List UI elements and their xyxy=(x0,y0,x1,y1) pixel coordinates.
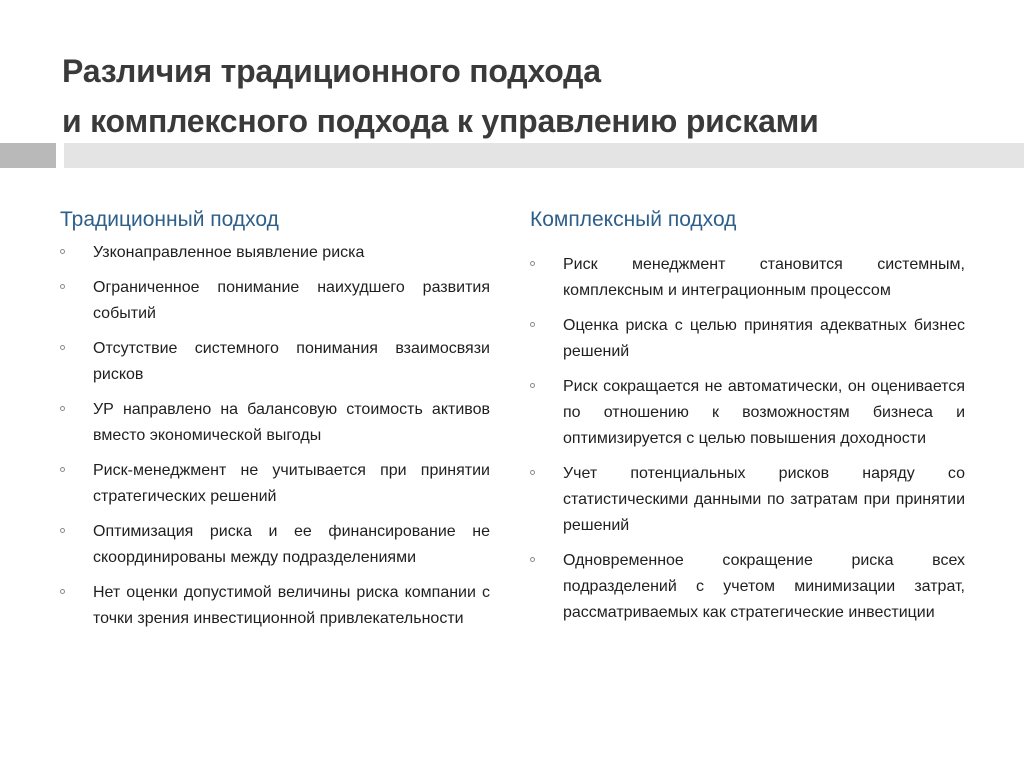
list-item-text: Одновременное сокращение риска всех подразделений с учетом минимизации затрат, рассматриваемых как стратегические инвестиции xyxy=(563,552,965,621)
list-item xyxy=(530,313,965,365)
list-item-text: Риск сокращается не автоматически, он оценивается по отношению к возможностям бизнеса и оптимизируется с целью повышения доходности xyxy=(563,378,965,447)
bullet-circle-icon xyxy=(60,467,65,472)
list-item xyxy=(530,461,965,539)
list-item-text: Риск-менеджмент не учитывается при принятии стратегических решений xyxy=(93,462,490,505)
list-item xyxy=(60,519,490,571)
title-line-2: и комплексного подхода к управлению рисками xyxy=(62,103,819,139)
title-line-1: Различия традиционного подхода xyxy=(62,53,601,89)
list-item-text: Ограниченное понимание наихудшего развития событий xyxy=(93,279,490,322)
list-item xyxy=(60,336,490,388)
title-divider-bar xyxy=(64,143,1024,168)
list-item-text: Учет потенциальных рисков наряду со статистическими данными по затратам при принятии решений xyxy=(563,465,965,534)
list-item xyxy=(530,252,965,304)
list-item xyxy=(530,548,965,626)
traditional-approach-list xyxy=(60,240,490,632)
bullet-circle-icon xyxy=(60,345,65,350)
list-item xyxy=(60,458,490,510)
list-item-text: Отсутствие системного понимания взаимосвязи рисков xyxy=(93,340,490,383)
list-item-text: Оптимизация риска и ее финансирование не скоординированы между подразделениями xyxy=(93,523,490,566)
list-item-text: УР направлено на балансовую стоимость активов вместо экономической выгоды xyxy=(93,401,490,444)
bullet-circle-icon xyxy=(60,528,65,533)
comprehensive-approach-list xyxy=(530,252,965,626)
comprehensive-approach-column xyxy=(530,205,965,635)
bullet-circle-icon xyxy=(60,249,65,254)
bullet-circle-icon xyxy=(530,322,535,327)
traditional-approach-heading: Традиционный подход xyxy=(60,208,279,231)
slide-title xyxy=(62,46,819,146)
bullet-circle-icon xyxy=(530,383,535,388)
title-divider-accent xyxy=(0,143,56,168)
list-item xyxy=(530,374,965,452)
traditional-approach-column xyxy=(60,205,490,641)
bullet-circle-icon xyxy=(530,557,535,562)
bullet-circle-icon xyxy=(530,470,535,475)
list-item-text: Оценка риска с целью принятия адекватных бизнес решений xyxy=(563,317,965,360)
list-item xyxy=(60,240,490,266)
list-item xyxy=(60,580,490,632)
list-item-text: Узконаправленное выявление риска xyxy=(93,244,365,261)
list-item xyxy=(60,275,490,327)
bullet-circle-icon xyxy=(60,589,65,594)
list-item xyxy=(60,397,490,449)
bullet-circle-icon xyxy=(60,284,65,289)
bullet-circle-icon xyxy=(60,406,65,411)
bullet-circle-icon xyxy=(530,261,535,266)
list-item-text: Нет оценки допустимой величины риска компании с точки зрения инвестиционной привлекательности xyxy=(93,584,490,627)
list-item-text: Риск менеджмент становится системным, комплексным и интеграционным процессом xyxy=(563,256,965,299)
comprehensive-approach-heading: Комплексный подход xyxy=(530,208,737,231)
